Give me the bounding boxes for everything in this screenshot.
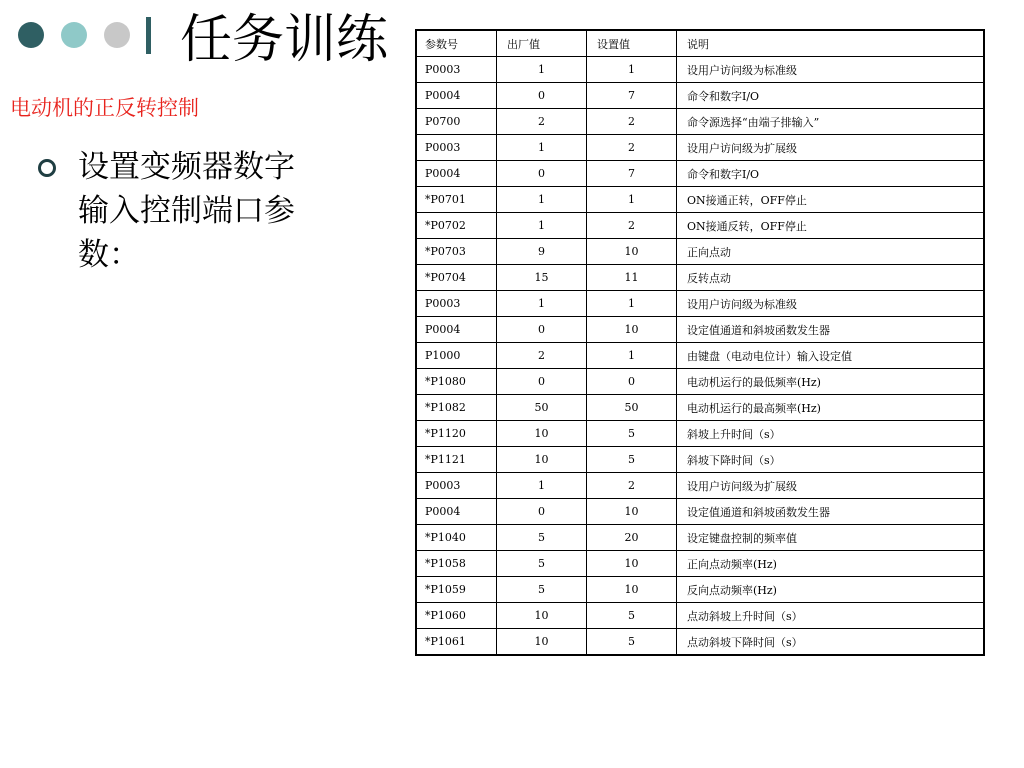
cell-set-value: 10 — [587, 499, 677, 525]
cell-param-no: P0004 — [416, 499, 497, 525]
cell-set-value: 0 — [587, 369, 677, 395]
cell-description: 电动机运行的最低频率(Hz) — [677, 369, 985, 395]
cell-param-no: P0003 — [416, 473, 497, 499]
cell-factory-value: 10 — [497, 447, 587, 473]
cell-factory-value: 2 — [497, 343, 587, 369]
table-row — [416, 135, 984, 161]
header-param-no: 参数号 — [416, 30, 497, 57]
cell-param-no: *P1060 — [416, 603, 497, 629]
parameter-table — [415, 29, 985, 656]
cell-param-no: P0004 — [416, 161, 497, 187]
table-header-row — [416, 30, 984, 57]
cell-factory-value: 50 — [497, 395, 587, 421]
cell-set-value: 5 — [587, 447, 677, 473]
table-row — [416, 525, 984, 551]
cell-factory-value: 0 — [497, 83, 587, 109]
cell-set-value: 1 — [587, 187, 677, 213]
cell-description: 命令源选择“由端子排输入” — [677, 109, 985, 135]
cell-param-no: *P1059 — [416, 577, 497, 603]
cell-description: 斜坡上升时间（s） — [677, 421, 985, 447]
cell-set-value: 10 — [587, 551, 677, 577]
cell-description: 点动斜坡上升时间（s） — [677, 603, 985, 629]
cell-factory-value: 1 — [497, 473, 587, 499]
cell-factory-value: 9 — [497, 239, 587, 265]
cell-param-no: *P1058 — [416, 551, 497, 577]
cell-factory-value: 5 — [497, 525, 587, 551]
cell-description: 点动斜坡下降时间（s） — [677, 629, 985, 656]
cell-factory-value: 5 — [497, 551, 587, 577]
cell-param-no: *P0704 — [416, 265, 497, 291]
cell-param-no: *P0702 — [416, 213, 497, 239]
cell-description: 设用户访问级为扩展级 — [677, 473, 985, 499]
table-row — [416, 83, 984, 109]
cell-param-no: P0004 — [416, 83, 497, 109]
cell-set-value: 10 — [587, 317, 677, 343]
cell-description: 电动机运行的最高频率(Hz) — [677, 395, 985, 421]
decor-dot-gray — [104, 22, 130, 48]
cell-description: 设用户访问级为标准级 — [677, 57, 985, 83]
cell-param-no: *P1061 — [416, 629, 497, 656]
table-row — [416, 265, 984, 291]
decor-dot-dark — [18, 22, 44, 48]
cell-set-value: 5 — [587, 421, 677, 447]
cell-factory-value: 2 — [497, 109, 587, 135]
cell-description: 设用户访问级为扩展级 — [677, 135, 985, 161]
cell-param-no: *P1082 — [416, 395, 497, 421]
cell-set-value: 50 — [587, 395, 677, 421]
table-row — [416, 551, 984, 577]
cell-description: 正向点动频率(Hz) — [677, 551, 985, 577]
table-row — [416, 395, 984, 421]
cell-set-value: 1 — [587, 57, 677, 83]
cell-param-no: *P1080 — [416, 369, 497, 395]
header-description: 说明 — [677, 30, 985, 57]
cell-factory-value: 0 — [497, 369, 587, 395]
cell-param-no: P0003 — [416, 291, 497, 317]
table-row — [416, 317, 984, 343]
table-row — [416, 421, 984, 447]
table-row — [416, 187, 984, 213]
table-row — [416, 499, 984, 525]
cell-factory-value: 1 — [497, 291, 587, 317]
table-row — [416, 161, 984, 187]
table-body — [416, 57, 984, 656]
cell-param-no: P1000 — [416, 343, 497, 369]
table-row — [416, 603, 984, 629]
cell-param-no: P0003 — [416, 57, 497, 83]
bullet-text: 设置变频器数字输入控制端口参数： — [78, 149, 295, 273]
cell-factory-value: 0 — [497, 317, 587, 343]
table-row — [416, 213, 984, 239]
cell-description: 设定值通道和斜坡函数发生器 — [677, 499, 985, 525]
cell-set-value: 2 — [587, 135, 677, 161]
table-row — [416, 577, 984, 603]
cell-factory-value: 1 — [497, 213, 587, 239]
cell-param-no: P0700 — [416, 109, 497, 135]
cell-set-value: 7 — [587, 161, 677, 187]
cell-param-no: *P1120 — [416, 421, 497, 447]
cell-description: 反向点动频率(Hz) — [677, 577, 985, 603]
cell-description: 命令和数字I/O — [677, 161, 985, 187]
cell-factory-value: 10 — [497, 629, 587, 656]
cell-factory-value: 10 — [497, 603, 587, 629]
decor-bar — [146, 17, 151, 54]
cell-set-value: 11 — [587, 265, 677, 291]
table-row — [416, 343, 984, 369]
bullet-ring-icon — [38, 159, 56, 177]
cell-factory-value: 5 — [497, 577, 587, 603]
cell-set-value: 1 — [587, 343, 677, 369]
cell-set-value: 5 — [587, 629, 677, 656]
cell-param-no: *P0701 — [416, 187, 497, 213]
cell-set-value: 2 — [587, 473, 677, 499]
cell-description: ON接通正转，OFF停止 — [677, 187, 985, 213]
cell-set-value: 10 — [587, 239, 677, 265]
cell-param-no: P0003 — [416, 135, 497, 161]
table-row — [416, 369, 984, 395]
cell-set-value: 2 — [587, 109, 677, 135]
cell-description: 由键盘（电动电位计）输入设定值 — [677, 343, 985, 369]
cell-set-value: 1 — [587, 291, 677, 317]
cell-set-value: 10 — [587, 577, 677, 603]
table-row — [416, 109, 984, 135]
table-row — [416, 291, 984, 317]
slide-title: 任务训练 — [180, 10, 389, 70]
cell-factory-value: 0 — [497, 499, 587, 525]
table-row — [416, 447, 984, 473]
cell-factory-value: 1 — [497, 57, 587, 83]
cell-param-no: *P0703 — [416, 239, 497, 265]
cell-param-no: P0004 — [416, 317, 497, 343]
table-row — [416, 57, 984, 83]
table-row — [416, 629, 984, 656]
cell-description: 设定值通道和斜坡函数发生器 — [677, 317, 985, 343]
cell-description: ON接通反转，OFF停止 — [677, 213, 985, 239]
cell-description: 正向点动 — [677, 239, 985, 265]
table-row — [416, 473, 984, 499]
cell-param-no: *P1040 — [416, 525, 497, 551]
cell-param-no: *P1121 — [416, 447, 497, 473]
cell-set-value: 5 — [587, 603, 677, 629]
decor-dot-light — [61, 22, 87, 48]
cell-description: 反转点动 — [677, 265, 985, 291]
cell-set-value: 7 — [587, 83, 677, 109]
header-factory-value: 出厂值 — [497, 30, 587, 57]
cell-factory-value: 1 — [497, 135, 587, 161]
cell-factory-value: 0 — [497, 161, 587, 187]
slide-subtitle: 电动机的正反转控制 — [10, 96, 199, 120]
cell-set-value: 20 — [587, 525, 677, 551]
cell-factory-value: 10 — [497, 421, 587, 447]
cell-factory-value: 15 — [497, 265, 587, 291]
cell-description: 斜坡下降时间（s） — [677, 447, 985, 473]
cell-description: 设用户访问级为标准级 — [677, 291, 985, 317]
cell-set-value: 2 — [587, 213, 677, 239]
header-set-value: 设置值 — [587, 30, 677, 57]
cell-factory-value: 1 — [497, 187, 587, 213]
cell-description: 命令和数字I/O — [677, 83, 985, 109]
table-row — [416, 239, 984, 265]
cell-description: 设定键盘控制的频率值 — [677, 525, 985, 551]
